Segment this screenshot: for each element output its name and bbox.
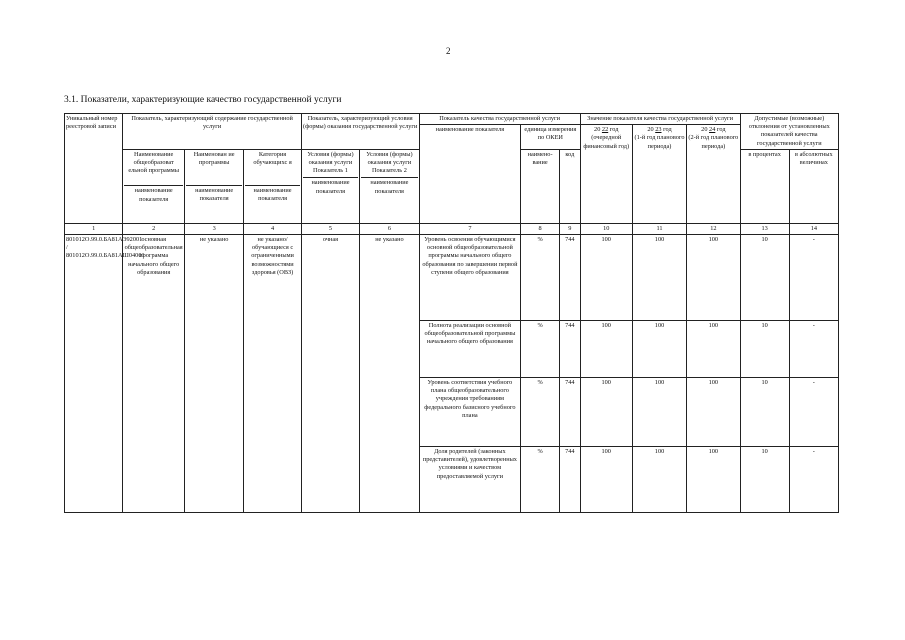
indicator-value-2: 100 — [632, 447, 686, 513]
page-number: 2 — [446, 46, 451, 56]
col-number: 11 — [632, 223, 686, 234]
record-registry: 801012О.99.0.БА81АЭ92001 / 801012О.99.0.БА81АШ04001 — [65, 235, 123, 513]
col-number: 2 — [123, 223, 185, 234]
indicator-value-3: 100 — [687, 378, 740, 447]
indicator-value-2: 100 — [632, 321, 686, 378]
indicator-percent: 10 — [740, 378, 789, 447]
header-year-3: 20 24 год (2-й год планового периода) — [687, 125, 740, 224]
header-cond1: Условия (формы) оказания услуги Показатель 1 наименование показателя — [301, 149, 359, 223]
header-content: Показатель, характеризующий содержание государственной услуги — [123, 114, 301, 150]
indicator-value-1: 100 — [580, 378, 632, 447]
header-program-name: Наименование общеобразоват ельной программы наименование показателя — [123, 149, 185, 223]
header-programs: Наименован ие программы наименование показателя — [184, 149, 243, 223]
indicator-code: 744 — [560, 321, 581, 378]
section-title: 3.1. Показатели, характеризующие качество государственной услуги — [64, 95, 342, 105]
indicator-percent: 10 — [740, 447, 789, 513]
indicator-percent: 10 — [740, 321, 789, 378]
header-indicator-name: наименование показателя — [419, 125, 520, 224]
col-number: 1 — [65, 223, 123, 234]
indicator-unit: % — [521, 235, 560, 321]
header-quality: Показатель качества государственной услуги — [419, 114, 580, 125]
indicator-value-1: 100 — [580, 321, 632, 378]
header-absolute: в абсолютных величинах — [789, 149, 838, 223]
header-conditions: Показатель, характеризующий условия (формы) оказания государственной услуги — [301, 114, 419, 150]
indicator-value-1: 100 — [580, 447, 632, 513]
header-registry: Уникальный номер реестровой записи — [65, 114, 123, 224]
indicator-code: 744 — [560, 447, 581, 513]
indicator-value-1: 100 — [580, 235, 632, 321]
indicator-unit: % — [521, 447, 560, 513]
col-number: 7 — [419, 223, 520, 234]
indicator-value-2: 100 — [632, 235, 686, 321]
record-cond1: очная — [301, 235, 359, 513]
col-number: 14 — [789, 223, 838, 234]
indicator-absolute: - — [789, 235, 838, 321]
col-number: 9 — [560, 223, 581, 234]
col-number: 3 — [184, 223, 243, 234]
header-percent: в процентах — [740, 149, 789, 223]
indicator-absolute: - — [789, 321, 838, 378]
indicator-name: Уровень соответствия учебного плана общеобразовательного учреждения требованиям федерального базисного учебного плана — [419, 378, 520, 447]
indicator-absolute: - — [789, 447, 838, 513]
record-cond2: не указано — [360, 235, 419, 513]
col-number: 12 — [687, 223, 740, 234]
header-value: Значение показателя качества государственной услуги — [580, 114, 740, 125]
col-number: 13 — [740, 223, 789, 234]
record-programs: не указано — [184, 235, 243, 513]
header-unit-code: код — [560, 149, 581, 223]
col-number: 6 — [360, 223, 419, 234]
header-unit-name: наимено-вание — [521, 149, 560, 223]
col-number: 4 — [244, 223, 301, 234]
col-number: 10 — [580, 223, 632, 234]
header-cond2: Условия (формы) оказания услуги Показатель 2 наименование показателя — [360, 149, 419, 223]
header-category: Категория обучающихс я наименование показателя — [244, 149, 301, 223]
indicator-absolute: - — [789, 378, 838, 447]
col-number: 8 — [521, 223, 560, 234]
indicator-unit: % — [521, 378, 560, 447]
indicator-value-3: 100 — [687, 321, 740, 378]
indicator-code: 744 — [560, 378, 581, 447]
header-unit: единица измерения по ОКЕИ — [521, 125, 580, 150]
record-category: не указано/ обучающиеся с ограниченными возможностями здоровья (ОВЗ) — [244, 235, 301, 513]
indicator-value-3: 100 — [687, 447, 740, 513]
indicator-unit: % — [521, 321, 560, 378]
quality-indicators-table — [64, 113, 839, 513]
indicator-value-2: 100 — [632, 378, 686, 447]
header-deviation: Допустимые (возможные) отклонения от установленных показателей качества государственной услуги — [740, 114, 838, 150]
indicator-name: Полнота реализации основной общеобразовательной программы начального общего образования — [419, 321, 520, 378]
indicator-code: 744 — [560, 235, 581, 321]
indicator-name: Доля родителей (законных представителей), удовлетворенных условиями и качеством предоставляемой услуги — [419, 447, 520, 513]
header-year-1: 20 22 год (очередной финансовый год) — [580, 125, 632, 224]
indicator-value-3: 100 — [687, 235, 740, 321]
header-year-2: 20 23 год (1-й год планового периода) — [632, 125, 686, 224]
indicator-percent: 10 — [740, 235, 789, 321]
record-program: основная общеобразовательная программа начального общего образования — [123, 235, 185, 513]
indicator-name: Уровень освоения обучающимися основной общеобразовательной программы начального общего образования по завершении первой ступени общего образования — [419, 235, 520, 321]
col-number: 5 — [301, 223, 359, 234]
